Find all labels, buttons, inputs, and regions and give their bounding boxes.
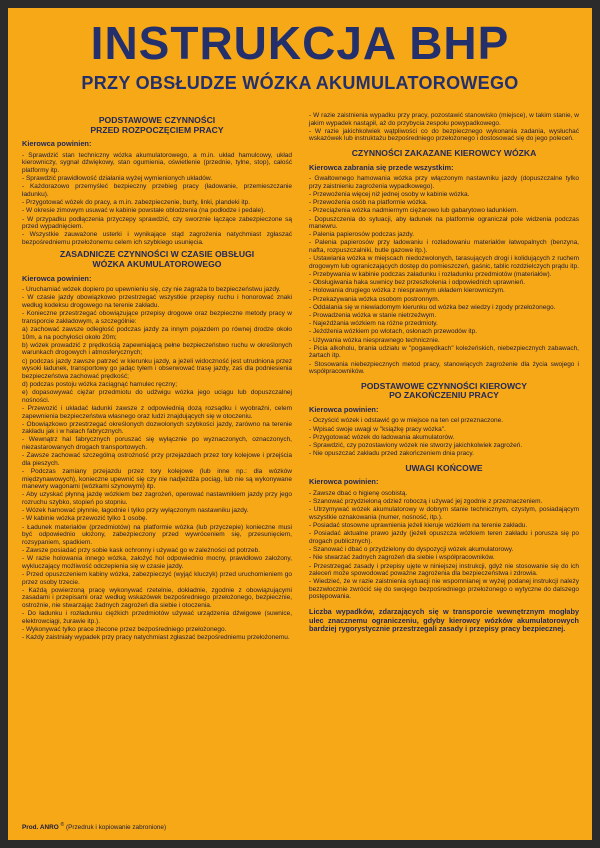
list-item: d) podczas postoju wózka zaciągnąć hamulec ręczny; (22, 380, 177, 388)
list-item: - Przygotować wózek do pracy, a m.in. zabezpieczenie, burty, linki, plandeki itp. (22, 199, 251, 207)
left-column (22, 112, 292, 642)
list-item: - Do ładunku i rozładunku ciężkich przedmiotów używać urządzenia dźwigowe (suwnice, elektrowciągi, żurawie itp.). (22, 610, 292, 625)
right-top-items (309, 112, 579, 143)
section (309, 149, 579, 376)
list-item: - Holowania drugiego wózka z niesprawnym układem kierowniczym. (309, 287, 505, 295)
list-item: - Dopuszczenia do sytuacji, aby ładunek na platformie ograniczał pole widzenia podczas manewru. (309, 215, 579, 231)
list-item: - Przewożenia osób na platformie wózka. (309, 199, 428, 207)
list-item: - Przewozić i układać ładunki zawsze z odpowiednią dozą rozsądku i wyobraźni, celem zapewnienia bezpieczeństwa własnego oraz ludzi znajdujących się w otoczeniu. (22, 404, 292, 420)
list-item: - Sprawdzić, czy pozostawiony wózek nie stworzy jakichkolwiek zagrożeń. (309, 442, 523, 450)
list-item: b) wózek prowadzić z prędkością zapewniającą pełne bezpieczeństwo ruchu w określonych warunkach drogowych i atmosferycznych; (22, 341, 292, 357)
list-item: e) dopasowywać ciężar przedmiotu do udźwigu wózka jego uciągu lub dopuszczalnej nośności. (22, 389, 292, 404)
list-item: a) zachować zawsze odległość podczas jazdy za innym pojazdem po równej drodze około 10m, a na pochyłości około 20m; (22, 326, 292, 341)
closing-note: Liczba wypadków, zdarzających się w transporcie wewnętrznym mogłaby ulec znacznemu ograniczeniu, gdyby kierowcy wózków akumulatorowych bardziej rygorystycznie przestrzegali zasady i przepisy pracy bezpiecznej. (309, 607, 579, 634)
list-item: - Ładunek materiałów (przedmiotów) na platformie wózka (lub przyczepie) konieczne musi być odpowiednio ułożony, zabezpieczony przed wywróceniem się, przesunięciem, rozsypaniem, spadkiem. (22, 523, 292, 546)
list-item: - W razie zaistnienia wypadku przy pracy, pozostawić stanowisko (miejsce), w takim stanie, w jakim wypadek nastąpił, aż do przybycia zespołu powypadkowego. (309, 112, 579, 127)
page-title: INSTRUKCJA BHP (90, 17, 510, 69)
list-item: - Szanować i dbać o przydzielony do dyspozycji wózek akumulatorowy. (309, 546, 514, 554)
section-title: CZYNNOŚCI ZAKAZANE KIEROWCY WÓZKA (351, 147, 537, 158)
section-lead: Kierowca powinien: (309, 477, 379, 487)
footer: Prod. ANRO ® (Przedruk i kopiowanie zabronione) (22, 822, 167, 832)
page-subtitle: PRZY OBSŁUDZE WÓZKA AKUMULATOROWEGO (81, 73, 519, 93)
list-item: - Posiadać stosowne uprawnienia jeżeli kieruje wózkiem na terenie zakładu. (309, 522, 528, 530)
section-lead: Kierowca powinien: (22, 139, 92, 149)
list-item: - Ustawiania wózka w miejscach niedozwolonych, tarasujących drogi i kolidujących z ruchem drogowym lub ograniczających dostęp do pomieszczeń, gaśnic, tablic rozdzielczych prądu itp. (309, 255, 579, 270)
list-item: - W przypadku podłączenia przyczepy sprawdzić, czy sworznie łączące zabezpieczone są przed wypadnięciem. (22, 215, 292, 231)
list-item: - Jeżdżenia wózkiem po wlotach, osłonach przewodów itp. (309, 328, 478, 336)
list-item: - Przestrzegać zasady i przepisy ujęte w niniejszej instrukcji, gdyż nie stosowanie się do ich zaleceń może spowodować poważne zagrożenia dla bezpieczeństwa i zdrowia. (309, 562, 579, 578)
section (309, 464, 579, 601)
section-lead: Kierowca powinien: (309, 404, 379, 414)
section-lead: Kierowca powinien: (22, 273, 92, 283)
section-lead: Kierowca zabrania się przede wszystkim: (309, 162, 454, 172)
list-item: - Przygotować wózek do ładowania akumulatorów. (309, 433, 455, 441)
list-item: - W kabinie wózka przewozić tylko 1 osobę. (22, 515, 148, 523)
list-item: - Wykonywać tylko prace zlecone przez bezpośredniego przełożonego. (22, 625, 227, 633)
list-item: - Przekazywania wózka osobom postronnym. (309, 295, 440, 303)
list-item: - Szanować przydzieloną odzież roboczą i używać jej zgodnie z przeznaczeniem. (309, 498, 543, 506)
list-item: - Utrzymywać wózek akumulatorowy w dobrym stanie technicznym, czystym, posiadającym wszystkie oznakowania (numer, nośność, itp.). (309, 506, 579, 521)
list-item: - Przewożenia więcej niż jednej osoby w kabinie wózka. (309, 190, 470, 198)
list-item: - Oddalania się w niewiadomym kierunku od wózka bez wiedzy i zgody przełożonego. (309, 303, 556, 311)
list-item: - Gwałtownego hamowania wózka przy włączonym nastawniku jazdy (dopuszczalne tylko przy zaistnieniu zagrożenia wypadkowego). (309, 175, 579, 190)
list-item: - Każdą powierzoną pracę wykonywać rzetelnie, dokładnie, zgodnie z obowiązującymi zasadami i przepisami oraz według wskazówek bezpośredniego przełożonego, bezpiecznie, ostrożnie, nie stwarzając żadnych zagrożeń dla siebie i otoczenia. (22, 586, 292, 609)
list-item: - W czasie jazdy obowiązkowo przestrzegać wszystkie przepisy ruchu i honorować znaki według kodeksu drogowego na terenie zakładu. (22, 294, 292, 310)
list-item: - Wiedzieć, że w razie zaistnienia sytuacji nie wspomnianej w wyżej podanej instrukcji należy bezzwłocznie zwrócić się do swojego bezpośredniego przełożonego o wytyczne do dalszego postępowania. (309, 578, 579, 601)
list-item: - W razie jakichkolwiek wątpliwości co do bezpiecznego wykonania zadania, wysłuchać wskazówek lub instruktażu bezpośredniego przełożonego i dostosować się do jego poleceń. (309, 127, 579, 143)
list-item: - Nie stwarzać żadnych zagrożeń dla siebie i współpracowników. (309, 554, 495, 562)
list-item: - Uruchamiać wózek dopiero po upewnieniu się, czy nie zagraża to bezpieczeństwu jazdy. (22, 286, 281, 294)
list-item: - Konieczne przestrzegać obowiązujące przepisy drogowe oraz bezpieczne metody pracy w transporcie zakładowym, a szczególnie: (22, 310, 292, 325)
footer-brand: Prod. ANRO (22, 824, 59, 832)
section-title: PODSTAWOWE CZYNNOŚCI KIEROWCY PO ZAKOŃCZENIU PRACY (361, 380, 527, 401)
list-item: - Wszystkie zauważone usterki i wynikające stąd zagrożenia natychmiast zgłaszać bezpośredniemu przełożonemu celem ich szybkiego usunięcia. (22, 231, 292, 246)
list-item: - Podczas zamiany przejazdu przez tory kolejowe (lub inne np.: dla wózków międzynawowych), konieczne upewnić się czy nie nadjeżdża pociąg, lub nie są wykonywane manewry wagonami (wózkami szynowymi) itp. (22, 468, 292, 491)
list-item: c) podczas jazdy zawsze patrzeć w kierunku jazdy, a jeżeli widoczność jest utrudniona przez wysoki ładunek, transportowy go jadąc tyłem i obserwować trasę jazdy, zaś dla podniesienia bezpieczeństwa zachować prędkość; (22, 357, 292, 380)
list-item: - Sprawdzić stan techniczny wózka akumulatorowego, a m.in. układ hamulcowy, układ kierowniczy, sygnał dźwiękowy, stan ogumienia, oświetlenie (przednie, tylne, stop), całość platformy itp. (22, 151, 292, 174)
list-item: - Najeżdżania wózkiem na różne przedmioty. (309, 320, 438, 328)
section (309, 382, 579, 458)
list-item: - Wewnątrz hal fabrycznych poruszać się wyłącznie po wyznaczonych, oznaczonych, niezastarowanych drogach transportowych. (22, 436, 292, 452)
list-item: - W okresie zimowym usuwać w kabinie powstałe oblodzenia (na podłodze i pedale). (22, 207, 266, 215)
list-item: - Palenia papierosów podczas jazdy. (309, 231, 415, 239)
right-column (309, 112, 579, 634)
list-item: - Wózek hamować płynnie, łagodnie i tylko przy wyłączonym nastawniku jazdy. (22, 507, 249, 515)
list-item: - Nie opuszczać zakładu przed zakończeniem dnia pracy. (309, 450, 474, 458)
list-item: - Wpisać swoje uwagi w "książkę pracy wózka". (309, 425, 446, 433)
list-item: - Obsługiwania haka suwnicy bez przeszkolenia i odpowiednich uprawnień. (309, 279, 526, 287)
list-item: - Przebywania w kabinie podczas załadunku i rozładunku przedmiotów (materiałów). (309, 271, 552, 279)
list-item: - Prowadzenia wózka w stanie nietrzeźwym. (309, 311, 437, 319)
section-title: PODSTAWOWE CZYNNOŚCI PRZED ROZPOCZĘCIEM PRACY (90, 115, 224, 135)
list-item: - Każdorazowo przemyśleć bezpieczny przebieg pracy (ładowanie, przemieszczanie ładunku). (22, 183, 292, 198)
list-item: - Obowiązkowo przestrzegać określonych dozwolonych szybkości jazdy, zarówno na terenie zakładu jak i w halach fabrycznych. (22, 420, 292, 436)
list-item: - Zawsze dbać o higienę osobistą. (309, 490, 408, 497)
list-item: - Oczyścić wózek i odstawić go w miejsce na ten cel przeznaczone. (309, 417, 503, 425)
sign-board (8, 8, 592, 840)
list-item: - Przed opuszczeniem kabiny wózka, zabezpieczyć (wyjąć kluczyk) przed uruchomieniem go przez osoby trzecie. (22, 570, 292, 586)
list-item: - Aby uzyskać płynną jazdę wózkiem bez zagrożeń, operować nastawnikiem jazdy przy jego rozruchu szybko, stopień po stopniu. (22, 491, 292, 506)
list-item: - Każdy zaistniały wypadek przy pracy natychmiast zgłaszać bezpośredniemu przełożonemu. (22, 634, 290, 642)
right-sections (309, 149, 579, 601)
list-item: - Posiadać aktualne prawo jazdy (jeżeli opuszcza wózkiem teren zakładu i porusza się po drogach publicznych). (309, 530, 579, 545)
list-item: - Zawsze posiadać przy sobie kask ochronny i używać go w zależności od potrzeb. (22, 546, 261, 554)
section-title: UWAGI KOŃCOWE (405, 462, 483, 473)
list-item: - W razie holowania innego wózka, założyć hol odpowiednio mocny, prawidłowo założony, wykluczający możliwość odczepienia się w czasie jazdy. (22, 555, 292, 570)
list-item: - Palenia papierosów przy ładowaniu i rozładowaniu materiałów łatwopalnych (benzyna, nafta, rozpuszczalniki, butle gazowe itp.). (309, 239, 579, 255)
list-item: - Stosowania niebezpiecznych metod pracy, stanowiących zagrożenie dla życia swojego i współpracowników. (309, 360, 579, 376)
list-item: - Picia alkoholu, brania udziału w "pogawędkach" koleżeńskich, niebezpiecznych zabawach, żartach itp. (309, 344, 579, 360)
list-item: - Zawsze zachować szczególną ostrożność przy przejazdach przez tory kolejowe i przejścia dla pieszych. (22, 452, 292, 467)
footer-note: (Przedruk i kopiowanie zabronione) (65, 824, 167, 832)
list-item: - Przeciążenia wózka nadmiernym ciężarowo lub gabarytowo ładunkiem. (309, 207, 519, 215)
list-item: - Używania wózka niesprawnego technicznie. (309, 336, 440, 344)
section-title: ZASADNICZE CZYNNOŚCI W CZASIE OBSŁUGI WÓZKA AKUMULATOROWEGO (59, 249, 255, 270)
list-item: - Sprawdzić prawidłowość działania wyżej wymienionych układów. (22, 175, 213, 183)
